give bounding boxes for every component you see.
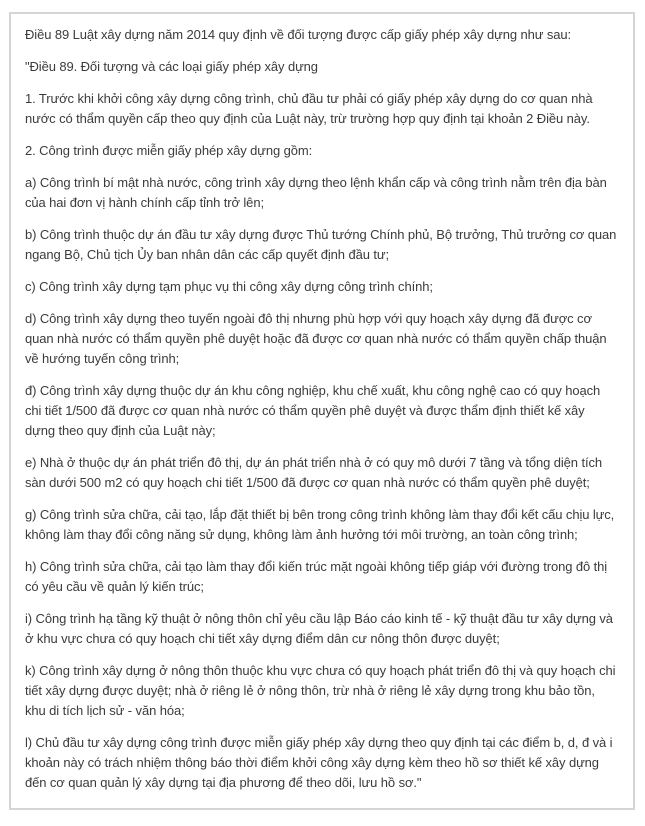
paragraph-item-b: b) Công trình thuộc dự án đầu tư xây dựng được Thủ tướng Chính phủ, Bộ trưởng, Thủ trưởng cơ quan ngang Bộ, Chủ tịch Ủy ban nhân dân các cấp quyết định đầu tư; bbox=[25, 227, 617, 262]
paragraph-intro: Điều 89 Luật xây dựng năm 2014 quy định về đối tượng được cấp giấy phép xây dựng như sau: bbox=[25, 27, 572, 42]
paragraph-item-dd: đ) Công trình xây dựng thuộc dự án khu công nghiệp, khu chế xuất, khu công nghệ cao có quy hoạch chi tiết 1/500 đã được cơ quan nhà nước có thẩm quyền phê duyệt và được thẩm định thiết kế xây dựng theo quy định của Luật này; bbox=[25, 383, 601, 438]
paragraph-item-c: c) Công trình xây dựng tạm phục vụ thi công xây dựng công trình chính; bbox=[25, 279, 433, 294]
paragraph-item-l: l) Chủ đầu tư xây dựng công trình được miễn giấy phép xây dựng theo quy định tại các điểm b, d, đ và i khoản này có trách nhiệm thông báo thời điểm khởi công xây dựng kèm theo hồ sơ thiết kế xây dựng đến cơ quan quản lý xây dựng tại địa phương để theo dõi, lưu hồ sơ." bbox=[25, 735, 613, 790]
paragraph-item-d: d) Công trình xây dựng theo tuyến ngoài đô thị nhưng phù hợp với quy hoạch xây dựng đã được cơ quan nhà nước có thẩm quyền phê duyệt hoặc đã được cơ quan nhà nước có thẩm quyền chấp thuận về hướng tuyến công trình; bbox=[25, 311, 607, 366]
paragraph-clause-1: 1. Trước khi khởi công xây dựng công trình, chủ đầu tư phải có giấy phép xây dựng do cơ quan nhà nước có thẩm quyền cấp theo quy định của Luật này, trừ trường hợp quy định tại khoản 2 Điều này. bbox=[25, 91, 593, 126]
paragraph-heading: "Điều 89. Đối tượng và các loại giấy phép xây dựng bbox=[25, 59, 318, 74]
paragraph-clause-2: 2. Công trình được miễn giấy phép xây dựng gồm: bbox=[25, 143, 313, 158]
paragraph-item-i: i) Công trình hạ tầng kỹ thuật ở nông thôn chỉ yêu cầu lập Báo cáo kinh tế - kỹ thuật đầu tư xây dựng và ở khu vực chưa có quy hoạch chi tiết xây dựng điểm dân cư nông thôn được duyệt; bbox=[25, 611, 613, 646]
paragraph-item-h: h) Công trình sửa chữa, cải tạo làm thay đổi kiến trúc mặt ngoài không tiếp giáp với đường trong đô thị có yêu cầu về quản lý kiến trúc; bbox=[25, 559, 608, 594]
document-container bbox=[9, 12, 635, 810]
paragraph-item-k: k) Công trình xây dựng ở nông thôn thuộc khu vực chưa có quy hoạch phát triển đô thị và quy hoạch chi tiết xây dựng được duyệt; nhà ở riêng lẻ ở nông thôn, trừ nhà ở riêng lẻ xây dựng trong khu bảo tồn, khu di tích lịch sử - văn hóa; bbox=[25, 663, 616, 718]
paragraph-item-g: g) Công trình sửa chữa, cải tạo, lắp đặt thiết bị bên trong công trình không làm thay đổi kết cấu chịu lực, không làm thay đổi công năng sử dụng, không làm ảnh hưởng tới môi trường, an toàn công trình; bbox=[25, 507, 615, 542]
paragraph-item-e: e) Nhà ở thuộc dự án phát triển đô thị, dự án phát triển nhà ở có quy mô dưới 7 tầng và tổng diện tích sàn dưới 500 m2 có quy hoạch chi tiết 1/500 đã được cơ quan nhà nước có thẩm quyền phê duyệt; bbox=[25, 455, 603, 490]
paragraph-item-a: a) Công trình bí mật nhà nước, công trình xây dựng theo lệnh khẩn cấp và công trình nằm trên địa bàn của hai đơn vị hành chính cấp tỉnh trở lên; bbox=[25, 175, 607, 210]
